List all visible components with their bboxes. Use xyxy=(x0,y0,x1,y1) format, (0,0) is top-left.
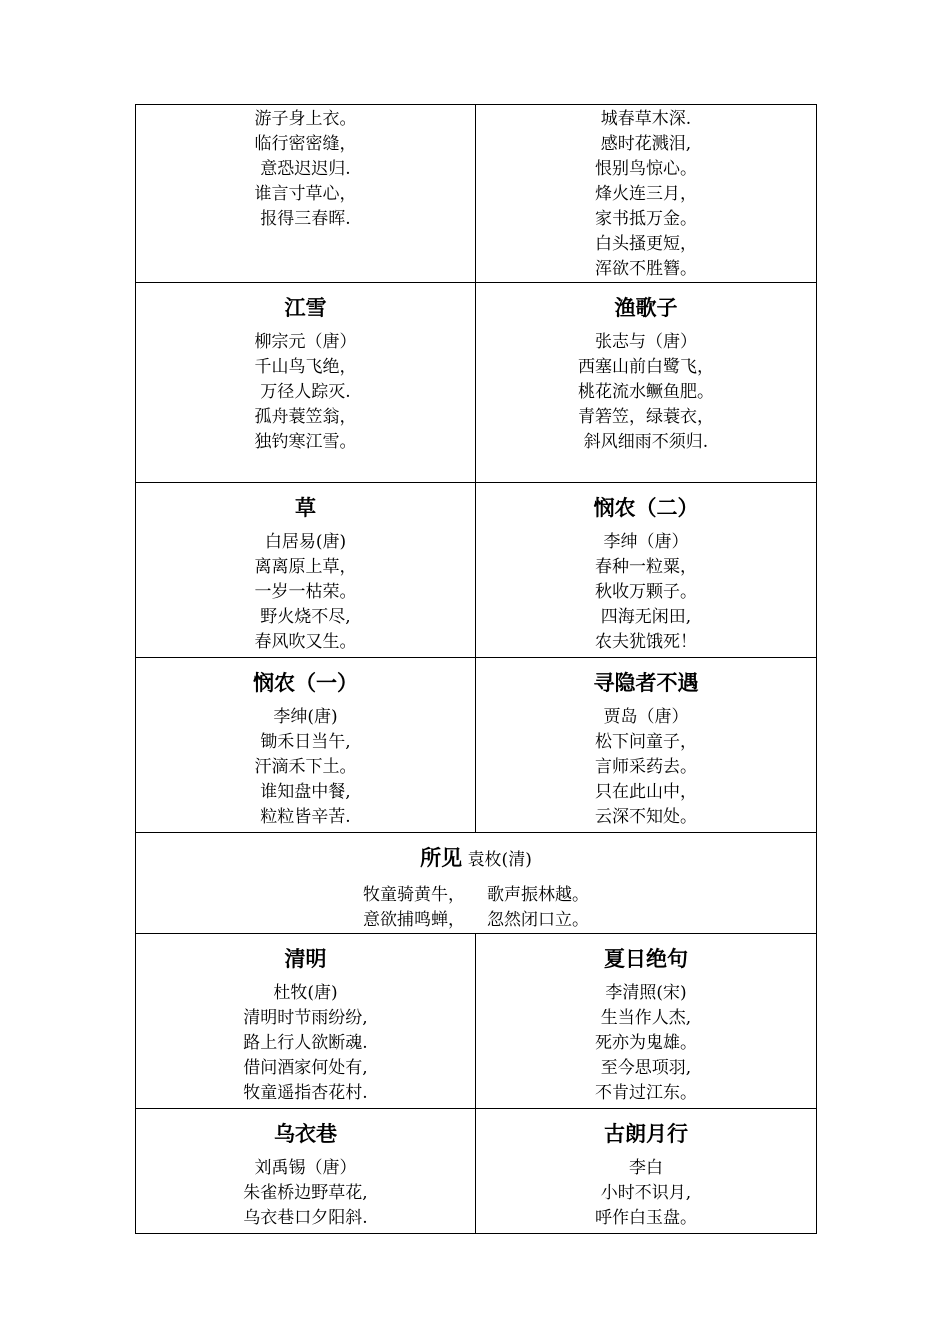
poem-line: 言师采药去。 xyxy=(595,757,697,777)
poem-title: 悯农（二） xyxy=(593,496,699,520)
poem-line-second-half: 歌声振林越。 xyxy=(487,885,589,905)
poem-table xyxy=(135,104,817,1234)
poem-line: 汗滴禾下土。 xyxy=(254,757,357,777)
poem-cell-yugezi xyxy=(476,283,817,483)
poem-line: 谁知盘中餐, xyxy=(260,782,351,802)
poem-line: 至今思项羽, xyxy=(600,1058,692,1078)
poem-title: 渔歌子 xyxy=(614,296,678,320)
poem-line: 千山鸟飞绝， xyxy=(254,357,357,377)
poem-line: 朱雀桥边野草花, xyxy=(243,1183,368,1203)
poem-line: 万径人踪灭. xyxy=(260,382,351,402)
poem-line: 春风吹又生。 xyxy=(254,632,357,652)
poem-author: 柳宗元（唐） xyxy=(254,332,357,352)
poem-cell-xiarijueju xyxy=(476,934,817,1109)
poem-title: 悯农（一） xyxy=(253,671,358,695)
poem-author: 李绅(唐) xyxy=(273,707,338,727)
poem-line: 野火烧不尽, xyxy=(260,607,351,627)
poem-line: 云深不知处。 xyxy=(595,807,697,827)
poem-line: 桃花流水鳜鱼肥。 xyxy=(578,382,714,402)
poem-line: 生当作人杰, xyxy=(600,1008,692,1028)
table-row xyxy=(136,483,817,658)
poem-cell-cao xyxy=(136,483,476,658)
poem-line: 离离原上草， xyxy=(254,557,357,577)
poem-line: 青箬笠，绿蓑衣， xyxy=(578,407,714,427)
poem-line-first-half: 意欲捕鸣蝉， xyxy=(363,910,465,930)
poem-cell-qingming xyxy=(136,934,476,1109)
poem-line xyxy=(136,908,816,933)
poem-title: 乌衣巷 xyxy=(274,1122,337,1146)
poem-title: 所见 xyxy=(420,846,463,870)
poem-line: 路上行人欲断魂. xyxy=(243,1033,368,1053)
poem-line: 呼作白玉盘。 xyxy=(595,1208,697,1228)
poem-line: 一岁一枯荣。 xyxy=(254,582,357,602)
poem-line: 独钓寒江雪。 xyxy=(254,432,357,452)
table-row xyxy=(136,833,817,934)
poem-line: 城春草木深. xyxy=(600,109,692,129)
poem-line: 游子身上衣。 xyxy=(254,109,357,129)
poem-line: 乌衣巷口夕阳斜. xyxy=(243,1208,368,1228)
poem-author: 张志与（唐） xyxy=(595,332,697,352)
poem-cell-wuyixiang xyxy=(136,1109,476,1234)
poem-line-first-half: 牧童骑黄牛， xyxy=(363,885,465,905)
table-row xyxy=(136,1109,817,1234)
poem-title: 清明 xyxy=(284,947,327,971)
poem-line: 孤舟蓑笠翁， xyxy=(254,407,357,427)
poem-cell-suojian xyxy=(136,833,817,934)
table-row xyxy=(136,934,817,1109)
poem-line: 报得三春晖. xyxy=(260,209,351,229)
poem-cell-xunyinzhe xyxy=(476,658,817,833)
poem-author: 李清照(宋) xyxy=(605,983,687,1003)
poem-line: 不肯过江东。 xyxy=(595,1083,697,1103)
poem-line: 死亦为鬼雄。 xyxy=(595,1033,697,1053)
poem-cell-gulangyuexing xyxy=(476,1109,817,1234)
poem-line: 烽火连三月， xyxy=(595,184,697,204)
poem-line: 斜风细雨不须归. xyxy=(583,432,709,452)
poem-author: 白居易(唐) xyxy=(264,532,347,552)
poem-line: 西塞山前白鹭飞， xyxy=(578,357,714,377)
poem-cell-minnong-1 xyxy=(136,658,476,833)
poem-title: 寻隐者不遇 xyxy=(593,671,699,695)
poem-line: 感时花溅泪, xyxy=(600,134,692,154)
poem-author: 贾岛（唐） xyxy=(603,707,689,727)
poem-cell-minnong-2 xyxy=(476,483,817,658)
poem-line: 意恐迟迟归. xyxy=(260,159,351,179)
poem-heading xyxy=(136,846,816,873)
poem-line: 秋收万颗子。 xyxy=(595,582,697,602)
poem-cell-youzi xyxy=(136,105,476,283)
poem-title: 江雪 xyxy=(284,296,327,320)
poem-line: 只在此山中， xyxy=(595,782,697,802)
poem-line: 小时不识月, xyxy=(600,1183,692,1203)
table-row xyxy=(136,105,817,283)
poem-title: 古朗月行 xyxy=(604,1122,688,1146)
poem-line: 春种一粒粟， xyxy=(595,557,697,577)
poem-line: 白头搔更短， xyxy=(595,234,697,254)
poem-line: 农夫犹饿死！ xyxy=(595,632,697,652)
poem-author: 李绅（唐） xyxy=(603,532,689,552)
poem-cell-chunwang xyxy=(476,105,817,283)
poem-line: 清明时节雨纷纷, xyxy=(243,1008,368,1028)
poem-line: 谁言寸草心， xyxy=(254,184,357,204)
poem-line: 恨别鸟惊心。 xyxy=(595,159,697,179)
poem-line: 临行密密缝， xyxy=(254,134,357,154)
table-row xyxy=(136,658,817,833)
poem-author: 刘禹锡（唐） xyxy=(254,1158,357,1178)
poem-title: 夏日绝句 xyxy=(604,947,688,971)
poem-line: 家书抵万金。 xyxy=(595,209,697,229)
poem-author: 杜牧(唐) xyxy=(273,983,338,1003)
poem-line: 粒粒皆辛苦. xyxy=(260,807,351,827)
poem-line: 四海无闲田, xyxy=(600,607,692,627)
poem-line: 松下问童子， xyxy=(595,732,697,752)
poem-author: 袁枚(清) xyxy=(467,850,532,870)
poem-line: 锄禾日当午, xyxy=(260,732,351,752)
table-row xyxy=(136,283,817,483)
poem-line: 浑欲不胜簪。 xyxy=(595,259,697,279)
poem-cell-jiangxue xyxy=(136,283,476,483)
poem-line xyxy=(136,883,816,908)
poem-line: 借问酒家何处有, xyxy=(243,1058,368,1078)
poem-line: 牧童遥指杏花村. xyxy=(243,1083,368,1103)
poem-author: 李白 xyxy=(629,1158,663,1178)
poem-title: 草 xyxy=(295,496,316,520)
poem-line-second-half: 忽然闭口立。 xyxy=(487,910,589,930)
